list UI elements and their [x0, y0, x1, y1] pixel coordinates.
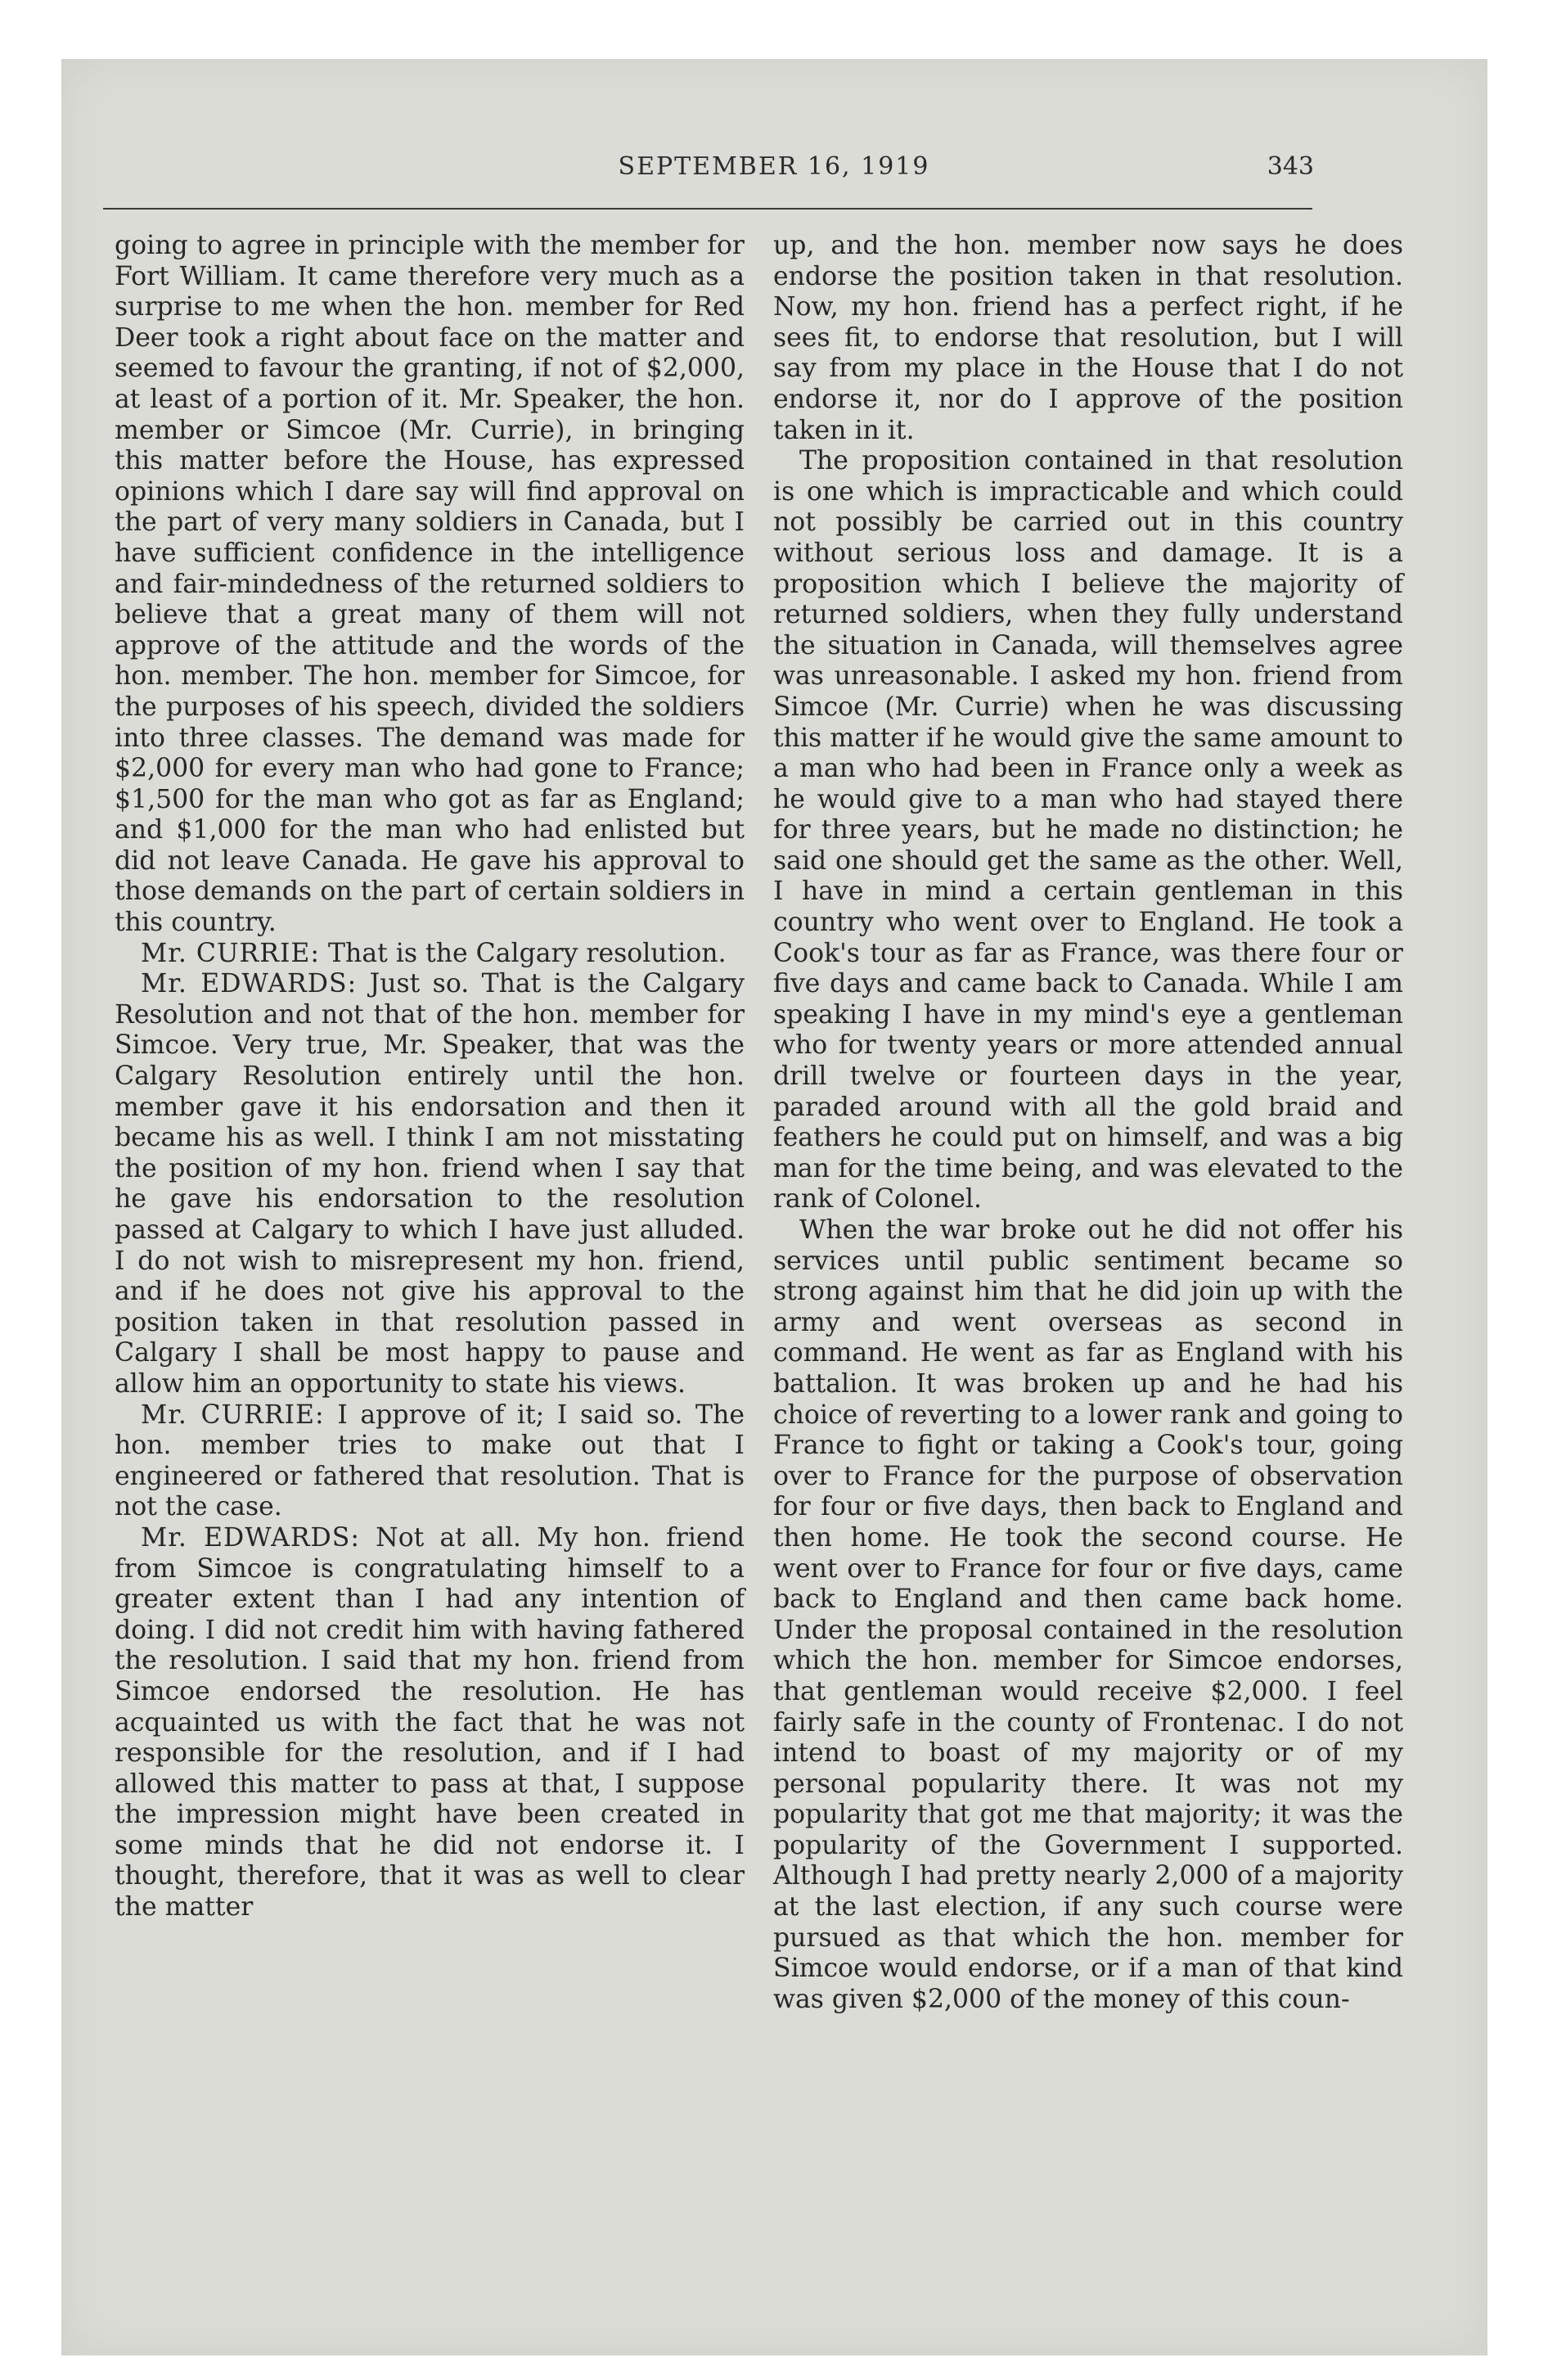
paragraph [115, 1523, 745, 1923]
paragraph [773, 1215, 1403, 2015]
paragraph [115, 969, 745, 1400]
paragraph-text: Not at all. My hon. friend from Simcoe is congratulating himself to a greater extent than I had any intention of doing. I did not credit him with having fathered the resolution. I said that my hon. friend from Simcoe endorsed the resolution. He has acquainted us with the fact that he was not responsible for the resolution, and if I had allowed this matter to pass at that, I suppose the impression might have been created in some minds that he did not endorse it. I thought, therefore, that it was as well to clear the matter [115, 1522, 745, 1922]
right-column [773, 231, 1403, 2015]
paragraph [115, 1400, 745, 1523]
paragraph [115, 939, 745, 970]
page-number: 343 [1267, 152, 1314, 181]
paragraph-text: I approve of it; I said so. The hon. member tries to make out that I engineered or fathered that resolution. That is not the case. [115, 1400, 745, 1522]
paragraph-text: up, and the hon. member now says he does endorse the position taken in that resolution. Now, my hon. friend has a perfect right, if he sees fit, to endorse that resolution, but I will say from my place in the House that I do not endorse it, nor do I approve of the position taken in it. [773, 231, 1403, 445]
left-column [115, 231, 745, 1923]
paragraph-text: When the war broke out he did not offer his services until public sentiment became so strong against him that he did join up with the army and went overseas as second in command. He went as far as England with his battalion. It was broken up and he had his choice of reverting to a lower rank and going to France to fight or taking a Cook's tour, going over to France for the purpose of observation for four or five days, then back to England and then home. He took the second course. He went over to France for four or five days, came back to England and then came back home. Under the proposal contained in the resolution which the hon. member for Simcoe endorses, that gentleman would receive $2,000. I feel fairly safe in the county of Frontenac. I do not intend to boast of my majority or of my personal popularity there. It was not my popularity that got me that majority; it was the popularity of the Government I supported. Although I had pretty nearly 2,000 of a majority at the last election, if any such course were pursued as that which the hon. member for Simcoe would endorse, or if a man of that kind was given $2,000 of the money of this coun- [773, 1215, 1403, 2014]
speaker-name: Mr. EDWARDS: [141, 969, 358, 999]
paragraph [115, 231, 745, 939]
paragraph-text: going to agree in principle with the member for Fort William. It came therefore very much as a surprise to me when the hon. member for Red Deer took a right about face on the matter and seemed to favour the granting, if not of $2,000, at least of a portion of it. Mr. Speaker, the hon. member or Simcoe (Mr. Currie), in bringing this matter before the House, has expressed opinions which I dare say will find approval on the part of very many soldiers in Canada, but I have sufficient confidence in the intelligence and fair-mindedness of the returned soldiers to believe that a great many of them will not approve of the attitude and the words of the hon. member. The hon. member for Simcoe, for the purposes of his speech, divided the soldiers into three classes. The demand was made for $2,000 for every man who had gone to France; $1,500 for the man who got as far as England; and $1,000 for the man who had enlisted but did not leave Canada. He gave his approval to those demands on the part of certain soldiers in this country. [115, 231, 745, 938]
paragraph [773, 231, 1403, 446]
header-rule [103, 208, 1312, 210]
paragraph-text: Just so. That is the Calgary Resolution and not that of the hon. member for Simcoe. Very true, Mr. Speaker, that was the Calgary Resolution entirely until the hon. member gave it his endorsation and then it became his as well. I think I am not misstating the position of my hon. friend when I say that he gave his endorsation to the resolution passed at Calgary to which I have just alluded. I do not wish to misrepresent my hon. friend, and if he does not give his approval to the position taken in that resolution passed in Calgary I shall be most happy to pause and allow him an opportunity to state his views. [115, 969, 745, 1399]
page-header [0, 152, 1548, 185]
speaker-name: Mr. EDWARDS: [141, 1522, 360, 1553]
paragraph [773, 446, 1403, 1215]
speaker-name: Mr. CURRIE: [141, 938, 321, 968]
speaker-name: Mr. CURRIE: [141, 1400, 325, 1430]
paragraph-text: The proposition contained in that resolution is one which is impracticable and which could not possibly be carried out in this country without serious loss and damage. It is a proposition which I believe the majority of returned soldiers, when they fully understand the situation in Canada, will themselves agree was unreasonable. I asked my hon. friend from Simcoe (Mr. Currie) when he was discussing this matter if he would give the same amount to a man who had been in France only a week as he would give to a man who had stayed there for three years, but he made no distinction; he said one should get the same as the other. Well, I have in mind a certain gentleman in this country who went over to England. He took a Cook's tour as far as France, was there four or five days and came back to Canada. While I am speaking I have in my mind's eye a gentleman who for twenty years or more attended annual drill twelve or fourteen days in the year, paraded around with all the gold braid and feathers he could put on himself, and was a big man for the time being, and was elevated to the rank of Colonel. [773, 446, 1403, 1215]
page-title: SEPTEMBER 16, 1919 [618, 152, 930, 181]
paragraph-text: That is the Calgary resolution. [328, 938, 727, 968]
